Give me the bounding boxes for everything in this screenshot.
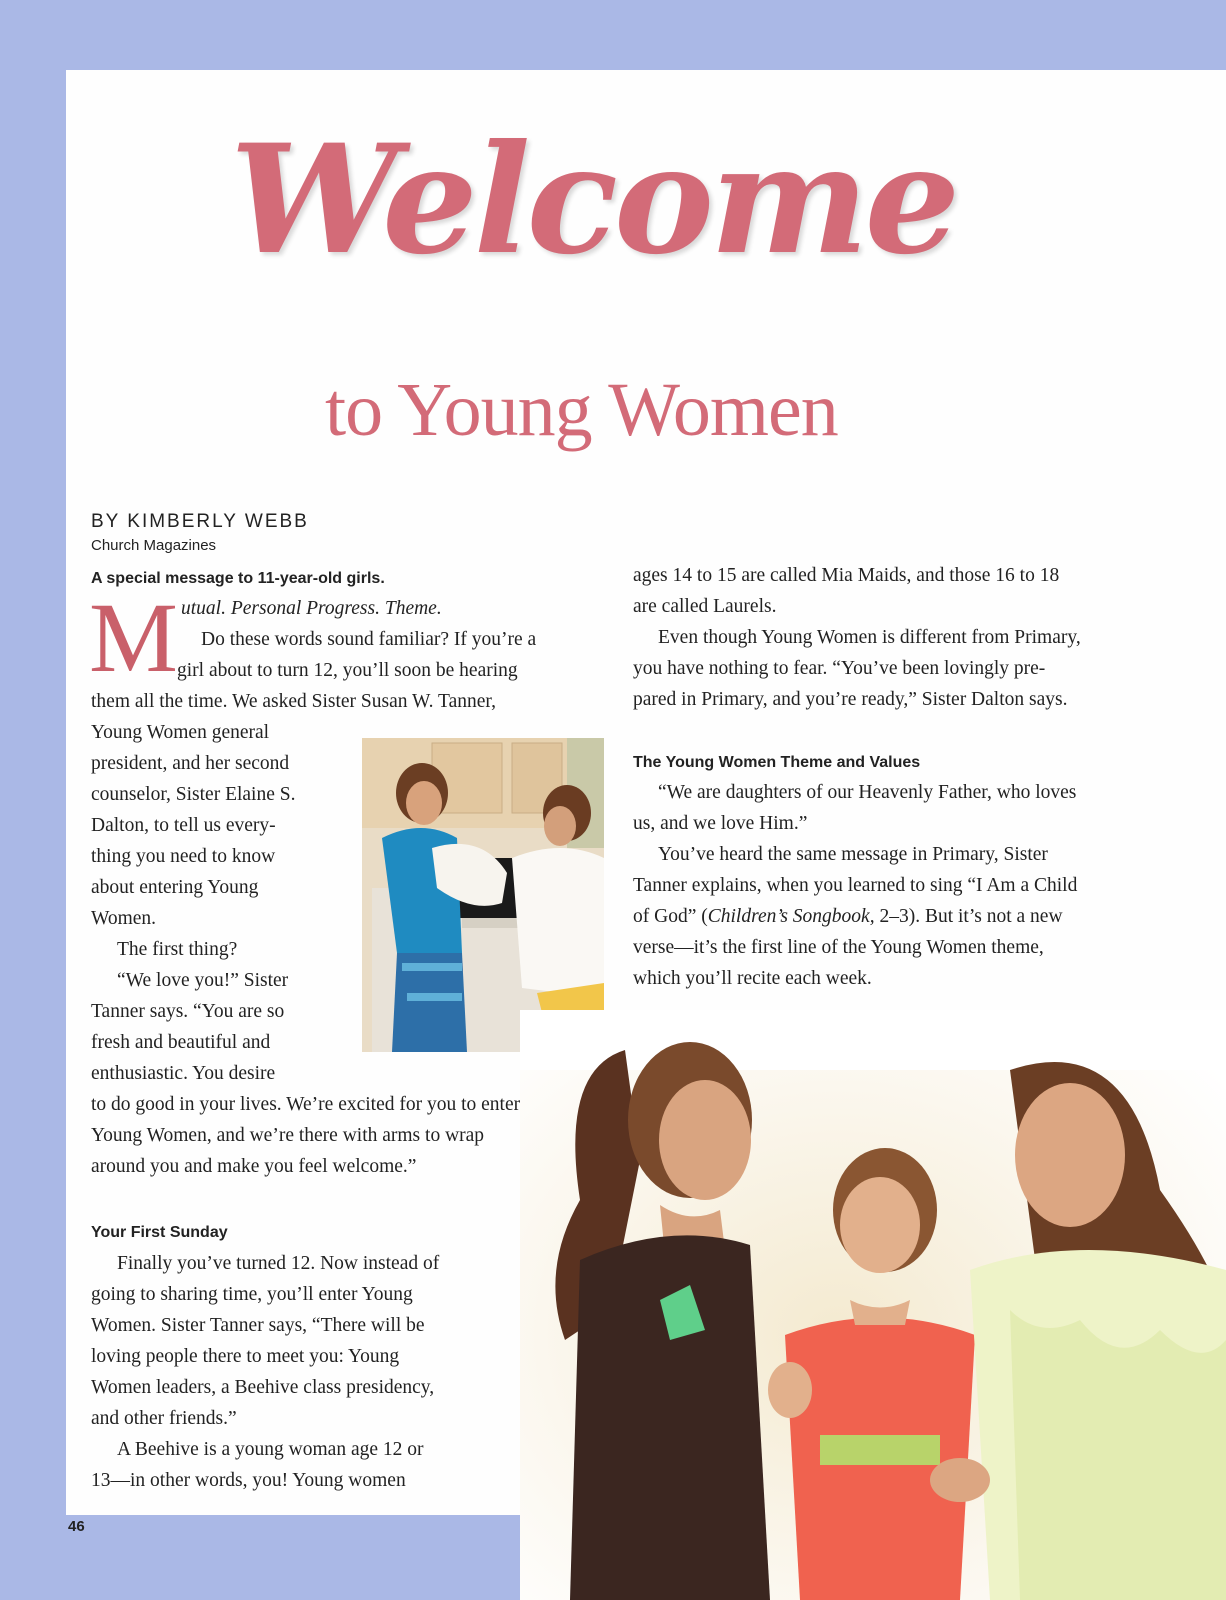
- body-line: are called Laurels.: [633, 596, 777, 617]
- laundry-photo: [362, 738, 604, 1052]
- body-line: to do good in your lives. We’re excited for you to enter: [91, 1094, 521, 1115]
- body-line: Young Women general: [91, 722, 270, 743]
- body-line: which you’ll recite each week.: [633, 968, 872, 989]
- songbook-title: Children’s Songbook,: [707, 906, 875, 927]
- body-line: us, and we love Him.”: [633, 813, 808, 834]
- body-line: Finally you’ve turned 12. Now instead of: [117, 1253, 440, 1274]
- body-line: Dalton, to tell us every-: [91, 815, 276, 836]
- group-photo: [520, 1010, 1226, 1600]
- body-line: Tanner says. “You are so: [91, 1001, 285, 1022]
- body-line: going to sharing time, you’ll enter Young: [91, 1284, 413, 1305]
- body-line: them all the time. We asked Sister Susan W. Tanner,: [91, 691, 496, 712]
- body-line: Women.: [91, 908, 157, 929]
- body-line: Tanner explains, when you learned to sing “I Am a Child: [633, 875, 1078, 896]
- body-line: 13—in other words, you! Young women: [91, 1470, 406, 1491]
- body-line: utual. Personal Progress. Theme.: [181, 598, 442, 619]
- title-subtitle: to Young Women: [325, 368, 838, 452]
- body-line: Women. Sister Tanner says, “There will be: [91, 1315, 425, 1336]
- body-line: girl about to turn 12, you’ll soon be hearing: [177, 660, 518, 681]
- body-line: ages 14 to 15 are called Mia Maids, and those 16 to 18: [633, 565, 1060, 586]
- citation-prefix: of God” (: [633, 906, 708, 927]
- section-heading-first-sunday: Your First Sunday: [91, 1224, 228, 1241]
- body-line: You’ve heard the same message in Primary, Sister: [658, 844, 1048, 865]
- citation-suffix: 2–3). But it’s not a new: [874, 906, 1063, 927]
- body-line: Do these words sound familiar? If you’re a: [201, 629, 537, 650]
- body-line: “We love you!” Sister: [117, 970, 289, 991]
- body-line: fresh and beautiful and: [91, 1032, 271, 1053]
- intro-deck: A special message to 11-year-old girls.: [91, 570, 385, 587]
- body-line: Young Women, and we’re there with arms to wrap: [91, 1125, 485, 1146]
- section-heading-theme-values: The Young Women Theme and Values: [633, 754, 921, 771]
- body-line-citation: [633, 907, 1063, 927]
- body-line: verse—it’s the first line of the Young Women theme,: [633, 937, 1044, 958]
- body-line: around you and make you feel welcome.”: [91, 1156, 417, 1177]
- page-number: 46: [68, 1518, 85, 1535]
- body-line: The first thing?: [117, 939, 238, 960]
- body-line: about entering Young: [91, 877, 259, 898]
- body-line: thing you need to know: [91, 846, 276, 867]
- body-line: Women leaders, a Beehive class presidency,: [91, 1377, 435, 1398]
- body-line: and other friends.”: [91, 1408, 237, 1429]
- body-line: counselor, Sister Elaine S.: [91, 784, 296, 805]
- title-welcome: Welcome: [230, 112, 957, 288]
- dropcap-letter: M: [89, 582, 178, 693]
- body-line: enthusiastic. You desire: [91, 1063, 276, 1084]
- body-line: loving people there to meet you: Young: [91, 1346, 400, 1367]
- body-line: “We are daughters of our Heavenly Father, who loves: [658, 782, 1077, 803]
- body-line: you have nothing to fear. “You’ve been lovingly pre-: [633, 658, 1046, 679]
- body-line: pared in Primary, and you’re ready,” Sister Dalton says.: [633, 689, 1068, 710]
- author-affiliation: Church Magazines: [91, 537, 217, 554]
- body-line: A Beehive is a young woman age 12 or: [117, 1439, 424, 1460]
- body-line: president, and her second: [91, 753, 290, 774]
- body-line: Even though Young Women is different from Primary,: [658, 627, 1081, 648]
- byline: BY KIMBERLY WEBB: [91, 511, 309, 532]
